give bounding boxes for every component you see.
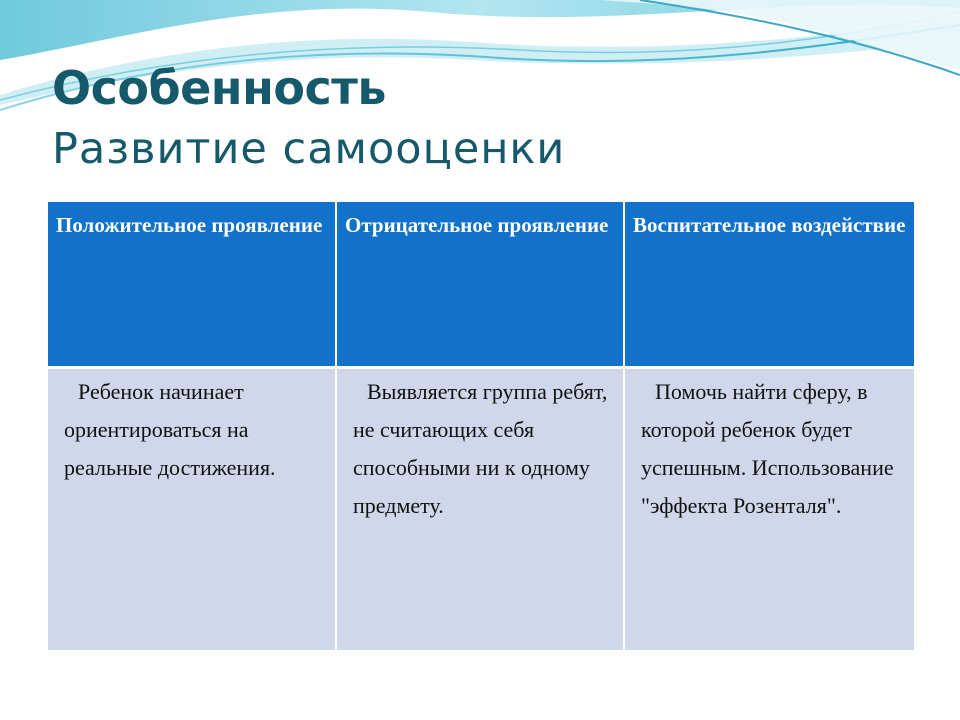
table-row <box>48 368 914 651</box>
table-header-row <box>48 202 914 368</box>
slide-subtitle: Развитие самооценки <box>52 124 566 174</box>
cell-positive-text: Ребенок начинает ориентироваться на реальные достижения. <box>64 379 276 480</box>
header-positive: Положительное проявление <box>48 202 336 368</box>
header-educational: Воспитательное воздействие <box>624 202 914 368</box>
title-block <box>52 58 912 180</box>
header-negative: Отрицательное проявление <box>336 202 624 368</box>
traits-table <box>48 202 914 650</box>
cell-educational-text: Помочь найти сферу, в которой ребенок будет успешным. Использование "эффекта Розенталя". <box>641 379 894 518</box>
cell-negative <box>336 368 624 651</box>
slide-title: Особенность <box>52 61 386 115</box>
cell-negative-text: Выявляется группа ребят, не считающих себя способными ни к одному предмету. <box>353 379 608 518</box>
cell-positive <box>48 368 336 651</box>
cell-educational <box>624 368 914 651</box>
traits-table-wrapper <box>48 202 914 650</box>
